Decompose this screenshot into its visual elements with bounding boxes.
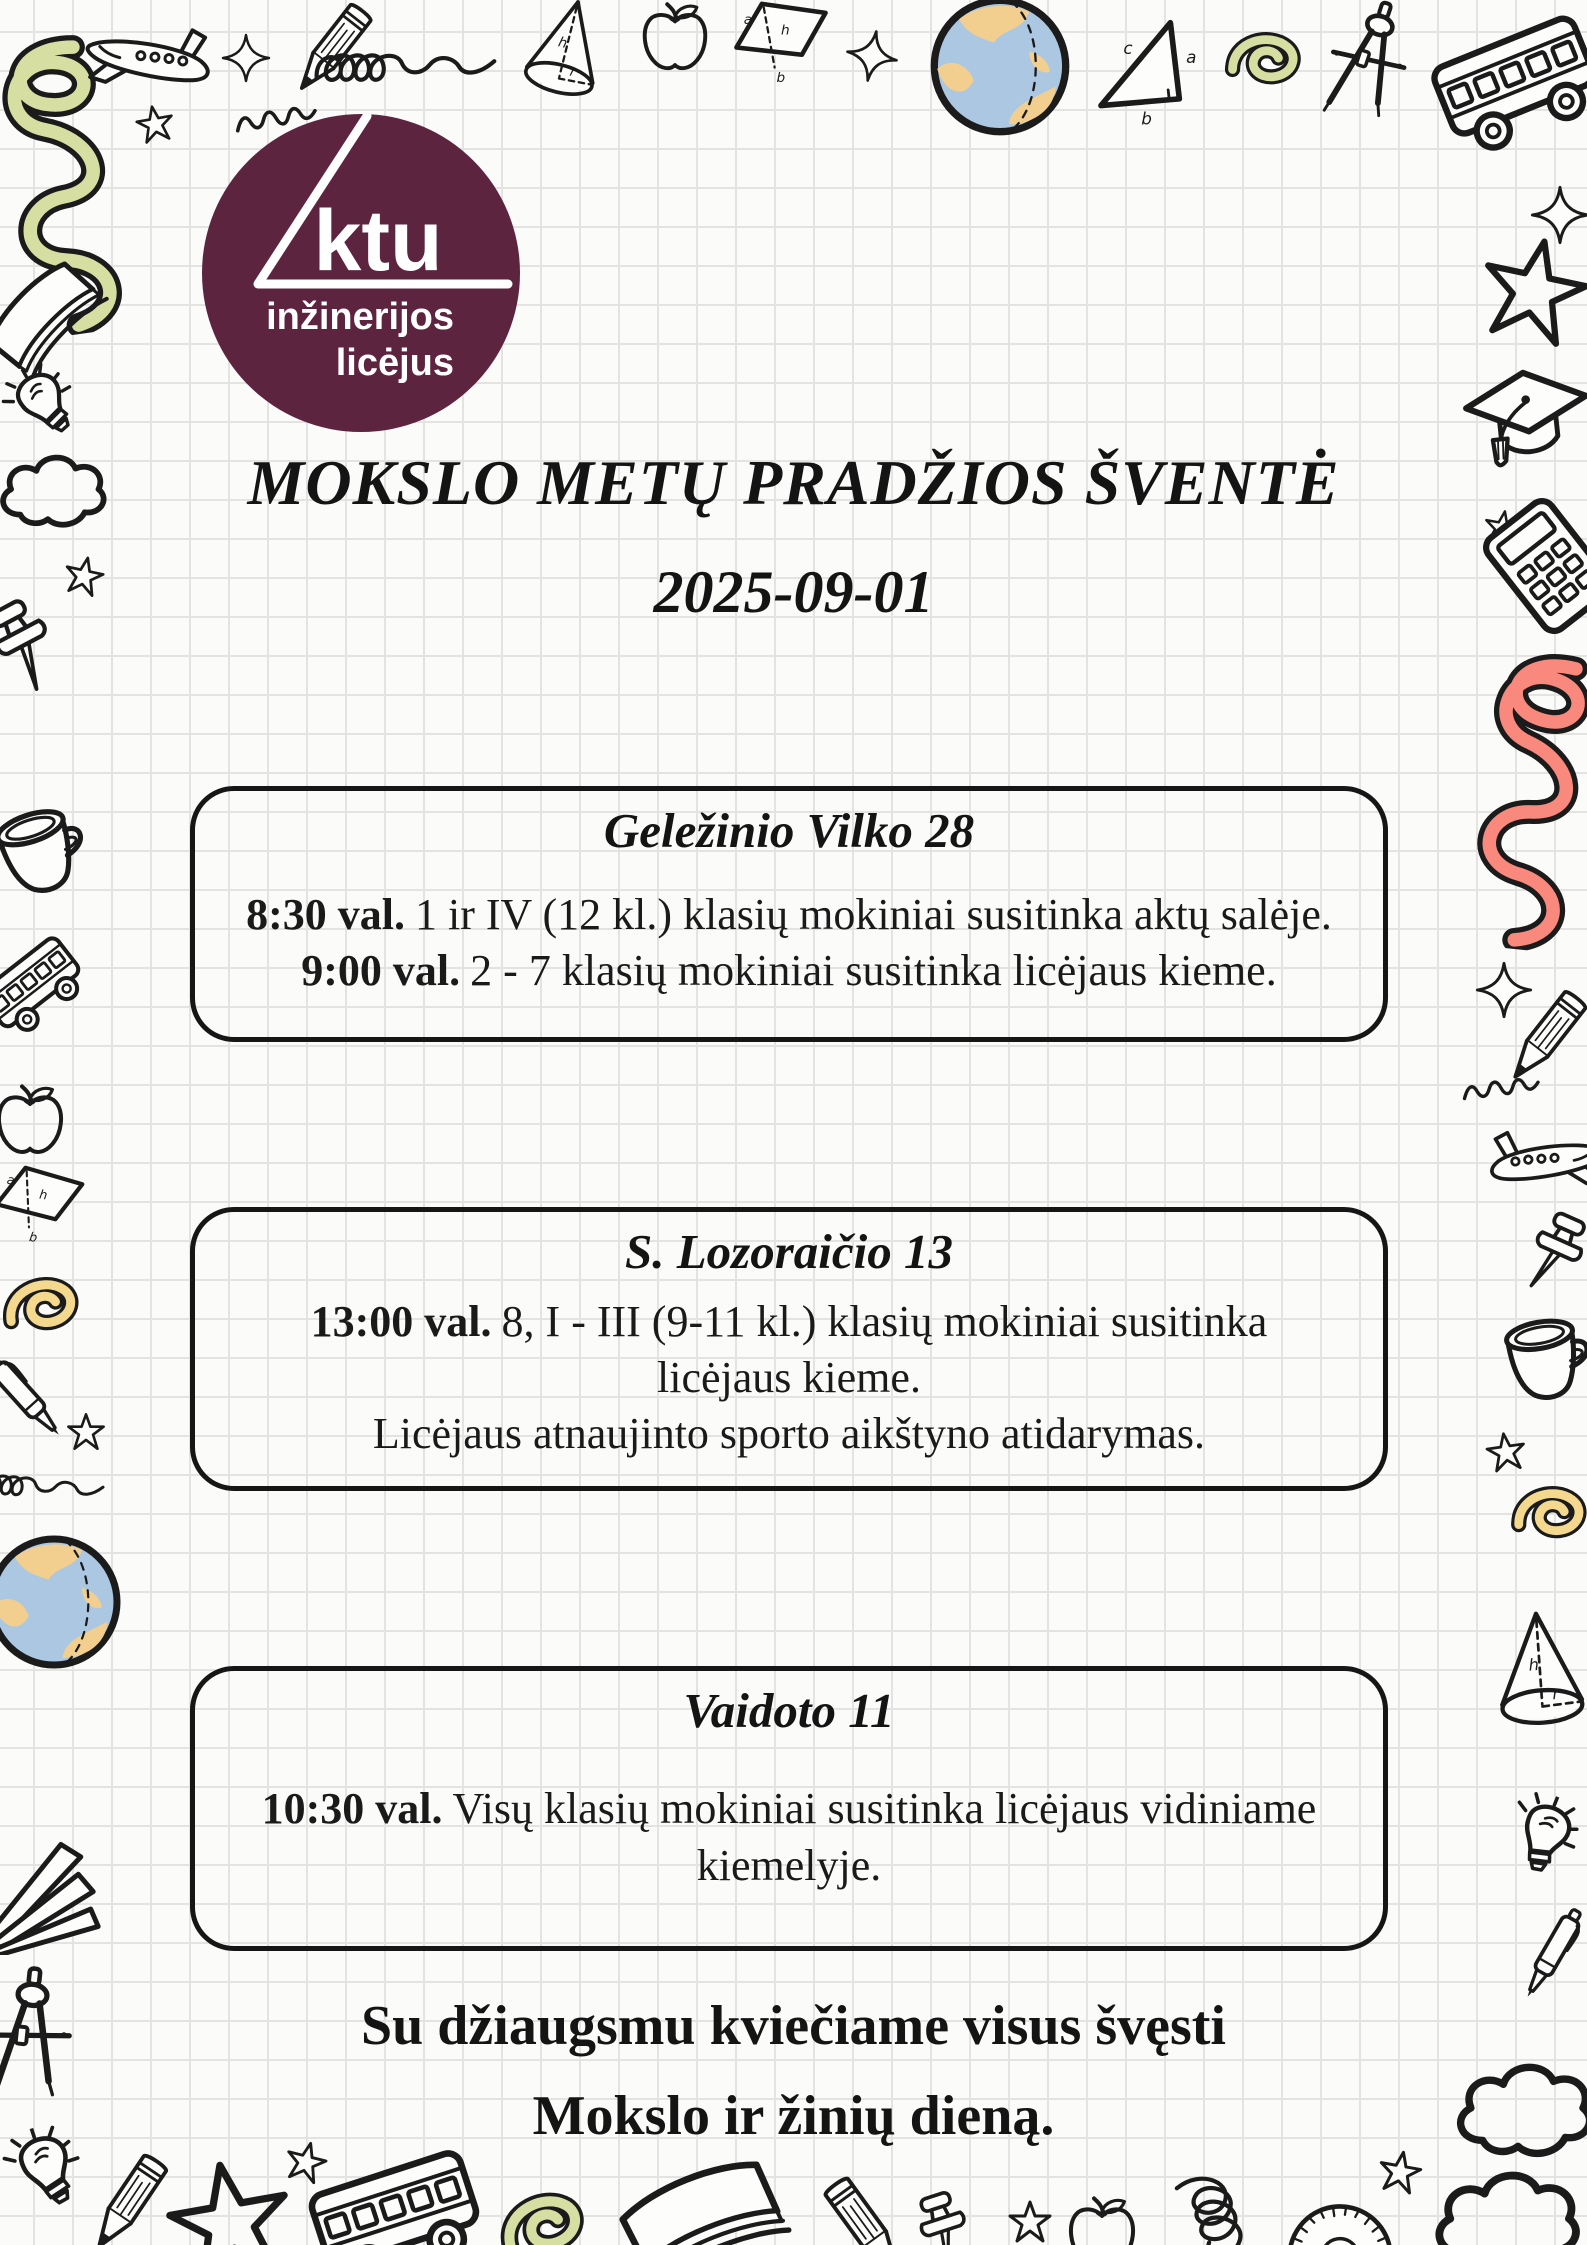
- star-icon: [64, 1410, 108, 1454]
- entry-time: 9:00 val.: [301, 946, 461, 996]
- schedule-entry: [239, 1406, 1339, 1462]
- schedule-entry: [239, 1294, 1339, 1407]
- globe-icon: [925, 0, 1075, 139]
- entry-text: 1 ir IV (12 kl.) klasių mokiniai susitinka aktų salėje.: [414, 889, 1332, 939]
- ribbon-long-red-icon: [1441, 633, 1587, 967]
- globe-icon: [0, 1532, 125, 1672]
- star-icon: [130, 99, 181, 150]
- papers-icon: [0, 1837, 111, 1955]
- schedule-box-vaidoto: [190, 1666, 1388, 1951]
- apple-icon: [0, 1080, 71, 1160]
- para-icon: [0, 1150, 90, 1260]
- protractor-icon: [1274, 2188, 1398, 2245]
- schedule-box-gelezinio-vilko: [190, 786, 1388, 1042]
- entry-time: 8:30 val.: [246, 889, 405, 939]
- ribbon-e-lime-icon: [485, 2178, 606, 2245]
- star-icon: [1480, 1426, 1532, 1478]
- ktu-logo: [202, 114, 520, 432]
- plane-icon: [1471, 1104, 1587, 1219]
- mug-icon: [0, 789, 107, 915]
- ribbon-e-yellow-icon: [1499, 1472, 1587, 1565]
- schedule-box-lozoraicio: [190, 1207, 1388, 1491]
- schedule-entry: [239, 887, 1339, 943]
- entry-text: Licėjaus atnaujinto sporto aikštyno atidarymas.: [372, 1409, 1206, 1459]
- entry-text: Visų klasių mokiniai susitinka licėjaus vidiniame kiemelyje.: [452, 1784, 1317, 1890]
- ribbon-e-lime-icon: [1217, 3, 1315, 125]
- loops-icon: [313, 20, 498, 95]
- schedule-body: [195, 1280, 1383, 1486]
- bus-icon: [0, 915, 103, 1055]
- entry-time: 10:30 val.: [261, 1784, 443, 1834]
- apple-icon: [635, 0, 715, 76]
- schedule-body: [195, 859, 1383, 1037]
- bulb-icon: [1479, 1778, 1587, 1897]
- mug-icon: [1488, 1304, 1587, 1417]
- logo-brand: ktu: [313, 193, 443, 289]
- loops-icon: [0, 1445, 107, 1514]
- sparkle-icon: [221, 33, 271, 83]
- star-icon: [1005, 2197, 1055, 2245]
- coil-icon: [1153, 2170, 1283, 2245]
- location-title: Vaidoto 11: [683, 1683, 895, 1738]
- sparkle-icon: [841, 25, 904, 88]
- entry-text: 2 - 7 klasių mokiniai susitinka licėjaus kieme.: [470, 946, 1277, 996]
- schedule-entry: [239, 943, 1339, 999]
- page-title: MOKSLO METŲ PRADŽIOS ŠVENTĖ: [247, 447, 1340, 518]
- entry-time: 13:00 val.: [310, 1296, 492, 1346]
- schedule-body: [195, 1739, 1383, 1946]
- para-icon: [731, 0, 831, 88]
- location-title: Geležinio Vilko 28: [603, 803, 975, 858]
- cone-icon: [504, 0, 628, 115]
- footer-invitation-line2: Mokslo ir žinių dieną.: [532, 2085, 1055, 2147]
- apple-icon: [1061, 2192, 1143, 2245]
- bus-icon: [1411, 0, 1587, 179]
- cone-icon: [1481, 1589, 1587, 1754]
- star-icon: [1371, 2143, 1429, 2201]
- pin-icon: [895, 2180, 1002, 2245]
- compass-icon: [1303, 0, 1434, 138]
- cloud-icon: [1424, 2153, 1587, 2245]
- logo-subtitle-line2: licėjus: [335, 342, 454, 384]
- sparkle-icon: [1475, 961, 1533, 1019]
- entry-text: 8, I - III (9-11 kl.) klasių mokiniai susitinka licėjaus kieme.: [501, 1296, 1268, 1403]
- location-title: S. Lozoraičio 13: [624, 1224, 954, 1279]
- event-date: 2025-09-01: [653, 559, 934, 625]
- tri-icon: [1092, 16, 1204, 128]
- star-yellow-icon: [1457, 215, 1587, 364]
- schedule-entry: [239, 1781, 1339, 1894]
- footer-invitation-line1: Su džiaugsmu kviečiame visus švęsti: [361, 1995, 1226, 2057]
- book-icon: [593, 2140, 811, 2245]
- logo-subtitle-line1: inžinerijos: [266, 296, 454, 338]
